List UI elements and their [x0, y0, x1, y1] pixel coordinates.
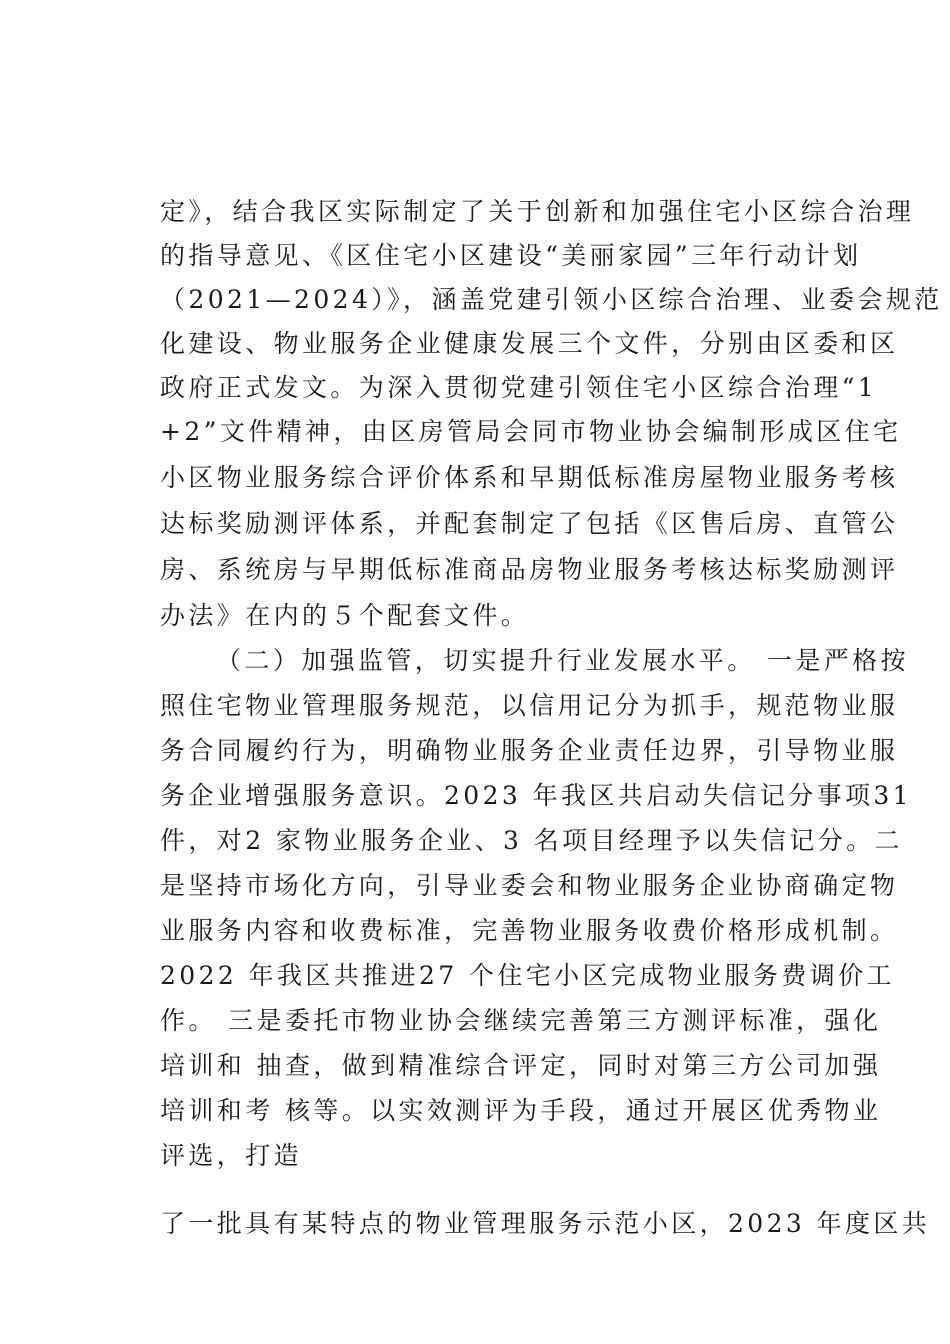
- text-line: 化建设、物业服务企业健康发展三个文件，分别由区委和区: [160, 329, 899, 358]
- text-line: 照住宅物业管理服务规范，以信用记分为抓手，规范物业服: [160, 691, 899, 720]
- text-line: 房、系统房与早期低标准商品房物业服务考核达标奖励测评: [160, 555, 899, 584]
- section-heading-line: （二）加强监管，切实提升行业发展水平。 一是严格按: [216, 646, 909, 675]
- text-line: 务合同履约行为，明确物业服务企业责任边界，引导物业服: [160, 736, 899, 765]
- text-line: 件，对2 家物业服务企业、3 名项目经理予以失信记分。二: [160, 826, 903, 855]
- text-line: 达标奖励测评体系，并配套制定了包括《区售后房、直管公: [160, 509, 899, 538]
- text-line: 培训和 抽查，做到精准综合评定，同时对第三方公司加强: [160, 1051, 882, 1080]
- text-line: 务企业增强服务意识。2023 年我区共启动失信记分事项31: [160, 781, 912, 810]
- text-line: +2”文件精神，由区房管局会同市物业协会编制形成区住宅: [160, 417, 902, 446]
- text-line: 办法》在内的５个配套文件。: [160, 601, 530, 630]
- text-line: 政府正式发文。为深入贯彻党建引领住宅小区综合治理“1: [160, 373, 878, 402]
- text-line: 了一批具有某特点的物业管理服务示范小区，2023 年度区共: [160, 1209, 931, 1238]
- text-line: 定》，结合我区实际制定了关于创新和加强住宅小区综合治理: [160, 197, 915, 226]
- text-line: 小区物业服务综合评价体系和早期低标准房屋物业服务考核: [160, 463, 899, 492]
- text-line: 作。 三是委托市物业协会继续完善第三方测评标准，强化: [160, 1006, 882, 1035]
- text-line: 培训和考 核等。以实效测评为手段，通过开展区优秀物业: [160, 1096, 882, 1125]
- text-line: 2022 年我区共推进27 个住宅小区完成物业服务费调价工: [160, 961, 895, 990]
- text-line: 的指导意见、《区住宅小区建设“美丽家园”三年行动计划: [160, 241, 862, 270]
- text-line: （2021—2024）》，涵盖党建引领小区综合治理、业委会规范: [160, 285, 943, 314]
- text-line: 评选，打造: [160, 1141, 303, 1170]
- text-line: 是坚持市场化方向，引导业委会和物业服务企业协商确定物: [160, 871, 899, 900]
- text-line: 业服务内容和收费标准，完善物业服务收费价格形成机制。: [160, 916, 899, 945]
